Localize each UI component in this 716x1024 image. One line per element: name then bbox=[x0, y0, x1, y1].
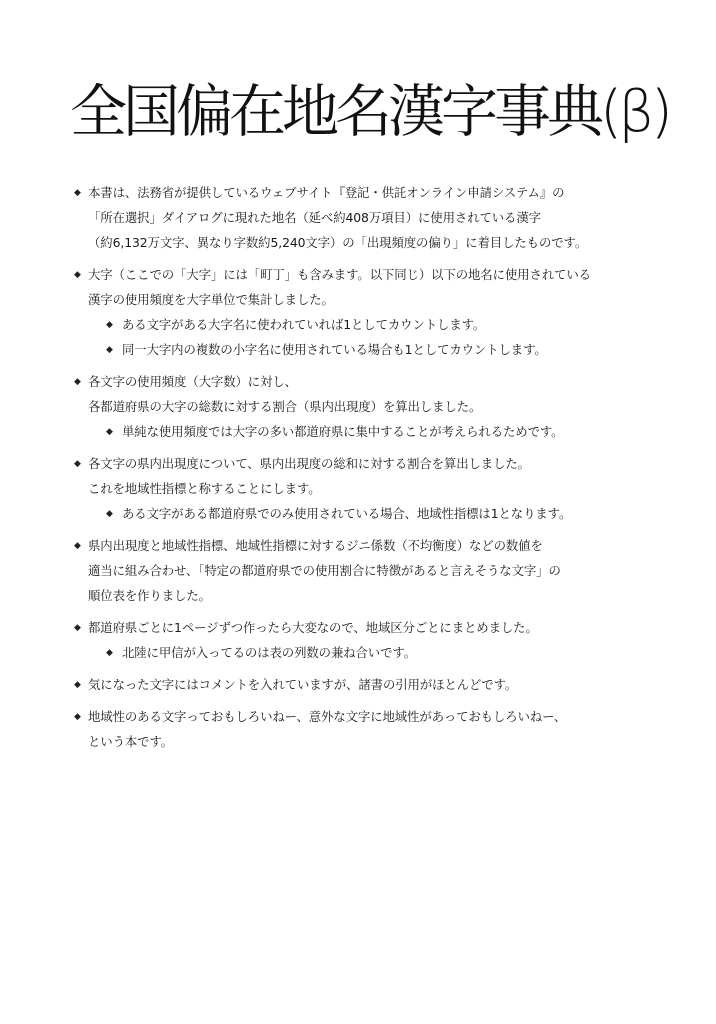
item-text-line: 各文字の使用頻度（大字数）に対し、 bbox=[88, 374, 297, 389]
item-text-line: （約6,132万文字、異なり字数約5,240文字）の「出現頻度の偏り」に着目したものです。 bbox=[88, 235, 588, 250]
diamond-bullet-icon: ◆ bbox=[74, 188, 81, 198]
sub-item-text: 同一大字内の複数の小字名に使用されている場合も1としてカウントします。 bbox=[122, 342, 547, 357]
item-text-line: 各文字の県内出現度について、県内出現度の総和に対する割合を算出しました。 bbox=[88, 456, 530, 471]
item-text-line: 県内出現度と地域性指標、地域性指標に対するジニ係数（不均衡度）などの数値を bbox=[88, 538, 543, 553]
sub-list-item bbox=[88, 312, 644, 337]
sub-item-text: ある文字がある都道府県でのみ使用されている場合、地域性指標は1となります。 bbox=[122, 506, 572, 521]
diamond-bullet-icon: ◆ bbox=[74, 541, 81, 551]
item-text-line: という本です。 bbox=[88, 734, 174, 749]
item-text-line: 本書は、法務省が提供しているウェブサイト『登記・供託オンライン申請システム』の bbox=[88, 185, 565, 200]
list-item bbox=[74, 672, 644, 697]
page-title: 全国偏在地名漢字事典(β) bbox=[70, 79, 669, 145]
diamond-bullet-icon: ◆ bbox=[74, 712, 81, 722]
item-text-line: 都道府県ごとに1ページずつ作ったら大変なので、地域区分ごとにまとめました。 bbox=[88, 620, 538, 635]
sub-item-text: 単純な使用頻度では大字の多い都道府県に集中することが考えられるためです。 bbox=[122, 424, 564, 439]
list-item bbox=[74, 180, 644, 255]
diamond-bullet-icon: ◆ bbox=[106, 648, 113, 658]
item-text-line: 「所在選択」ダイアログに現れた地名（延べ約408万項目）に使用されている漢字 bbox=[88, 210, 541, 225]
list-item bbox=[74, 369, 644, 444]
sub-list-item bbox=[88, 419, 644, 444]
diamond-bullet-icon: ◆ bbox=[74, 680, 81, 690]
diamond-bullet-icon: ◆ bbox=[74, 459, 81, 469]
list-item bbox=[74, 615, 644, 665]
item-text-line: 漢字の使用頻度を大字単位で集計しました。 bbox=[88, 292, 334, 307]
item-text-line: 適当に組み合わせ、「特定の都道府県での使用割合に特徴があると言えそうな文字」の bbox=[88, 563, 561, 578]
item-text-line: これを地域性指標と称することにします。 bbox=[88, 481, 321, 496]
diamond-bullet-icon: ◆ bbox=[74, 377, 81, 387]
diamond-bullet-icon: ◆ bbox=[106, 509, 113, 519]
sub-list-item bbox=[88, 501, 644, 526]
sub-item-text: 北陸に甲信が入ってるのは表の列数の兼ね合いです。 bbox=[122, 645, 416, 660]
diamond-bullet-icon: ◆ bbox=[74, 270, 81, 280]
item-text-line: 各都道府県の大字の総数に対する割合（県内出現度）を算出しました。 bbox=[88, 399, 482, 414]
list-item bbox=[74, 533, 644, 608]
list-item bbox=[74, 262, 644, 362]
diamond-bullet-icon: ◆ bbox=[74, 623, 81, 633]
item-text-line: 大字（ここでの「大字」には「町丁」も含みます。以下同じ）以下の地名に使用されている bbox=[88, 267, 591, 282]
item-text-line: 地域性のある文字っておもしろいねー、意外な文字に地域性があっておもしろいねー、 bbox=[88, 709, 567, 724]
item-text-line: 気になった文字にはコメントを入れていますが、諸書の引用がほとんどです。 bbox=[88, 677, 518, 692]
item-text-line: 順位表を作りました。 bbox=[88, 588, 211, 603]
diamond-bullet-icon: ◆ bbox=[106, 320, 113, 330]
diamond-bullet-icon: ◆ bbox=[106, 345, 113, 355]
bullet-list bbox=[74, 180, 644, 761]
diamond-bullet-icon: ◆ bbox=[106, 427, 113, 437]
sub-item-text: ある文字がある大字名に使われていれば1としてカウントします。 bbox=[122, 317, 486, 332]
sub-list-item bbox=[88, 640, 644, 665]
list-item bbox=[74, 704, 644, 754]
sub-list-item bbox=[88, 337, 644, 362]
list-item bbox=[74, 451, 644, 526]
